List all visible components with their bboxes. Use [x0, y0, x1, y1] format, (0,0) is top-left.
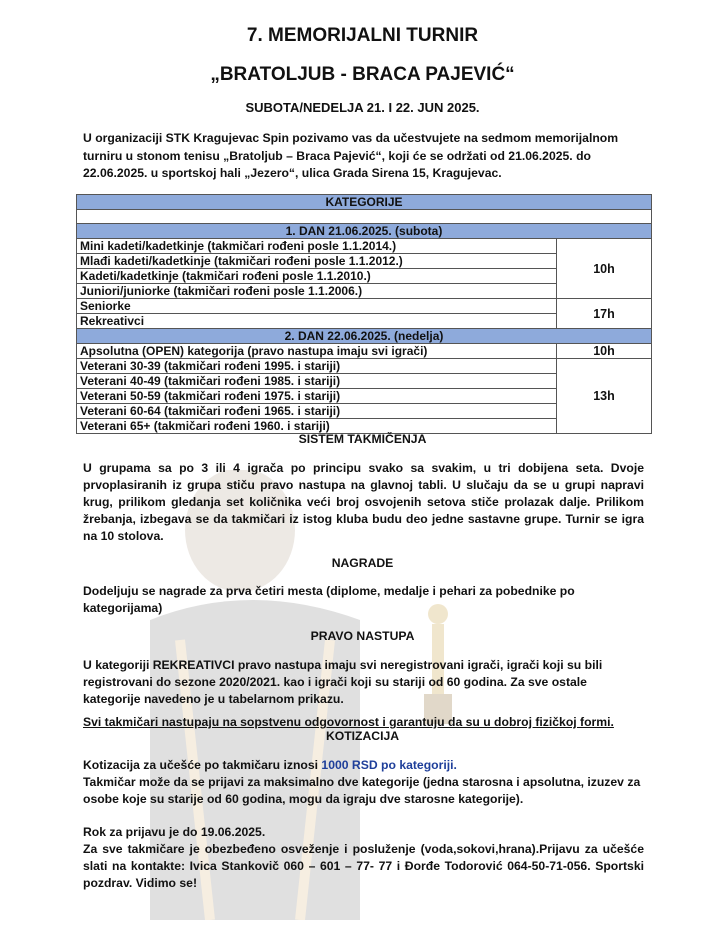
category-row: Veterani 60-64 (takmičari rođeni 1965. i stariji)	[77, 404, 557, 419]
document-title: 7. MEMORIJALNI TURNIR	[246, 25, 479, 46]
fee-header: KOTIZACIJA	[325, 729, 400, 743]
category-row: Apsolutna (OPEN) kategorija (pravo nastupa imaju svi igrači)	[77, 344, 557, 359]
category-row: Juniori/juniorke (takmičari rođeni posle 1.1.2006.)	[77, 284, 557, 299]
fee-paragraph	[83, 757, 644, 774]
system-header: SISTEM TAKMIČENJA	[298, 432, 427, 446]
day1-header: 1. DAN 21.06.2025. (subota)	[77, 224, 652, 239]
fee-categories-note: Takmičar može da se prijavi za maksimalno dve kategorije (jedna starosna i apsolutna, izuzev za osobe koje su starije od 60 godina, mogu da igraju dve starosne kategorije).	[83, 775, 641, 806]
day2-header: 2. DAN 22.06.2025. (nedelja)	[77, 329, 652, 344]
awards-paragraph: Dodeljuju se nagrade za prva četiri mesta (diplome, medalje i pehari za pobednike po kategorijama)	[83, 584, 575, 615]
day2-time-afternoon: 13h	[557, 359, 652, 434]
intro-paragraph: U organizaciji STK Kragujevac Spin pozivamo vas da učestvujete na sedmom memorijalnom turniru u stonom tenisu „Bratoljub – Braca Pajević“, koji će se održati od 21.06.2025. do 22.06.2025. u sportskoj hali „Jezero“, ulica Grada Sirena 15, Kragujevac.	[83, 131, 619, 180]
tournament-name: „BRATOLJUB - BRACA PAJEVIĆ“	[210, 64, 515, 85]
categories-header: KATEGORIJE	[77, 195, 652, 210]
system-paragraph: U grupama sa po 3 ili 4 igrača po principu svako sa svakim, u tri dobijena seta. Dvoje prvoplasiranih iz grupa stiču pravo nastupa na glavnoj tabli. U slučaju da se u grupi napravi krug, prilikom gledanja set količnika veći broj osvojenih setova stiče prolazak dalje. Prilikom žrebanja, izbegava se da takmičari iz istog kluba budu deo jedne sastavne grupe. Turnir se igra na 10 stolova.	[83, 461, 644, 543]
category-row: Veterani 30-39 (takmičari rođeni 1995. i stariji)	[77, 359, 557, 374]
day2-time-morning: 10h	[557, 344, 652, 359]
fee-amount: 1000 RSD po kategoriji.	[321, 758, 457, 772]
blank-row	[77, 210, 652, 224]
category-row: Kadeti/kadetkinje (takmičari rođeni posle 1.1.2010.)	[77, 269, 557, 284]
category-row: Mlađi kadeti/kadetkinje (takmičari rođeni posle 1.1.2012.)	[77, 254, 557, 269]
responsibility-note: Svi takmičari nastupaju na sopstvenu odgovornost i garantuju da su u dobroj fizičkoj formi.	[83, 715, 614, 729]
awards-header: NAGRADE	[331, 556, 394, 570]
category-row: Veterani 50-59 (takmičari rođeni 1975. i stariji)	[77, 389, 557, 404]
categories-table	[76, 194, 652, 434]
day1-time-morning: 10h	[557, 239, 652, 299]
eligibility-paragraph: U kategoriji REKREATIVCI pravo nastupa imaju svi neregistrovani igrači, igrači koji su bili registrovani do sezone 2020/2021. kao i igrači koji su stariji od 60 godina. Za sve ostale kategorije navedeno je u tabelarnom prikazu.	[83, 658, 603, 706]
category-row: Rekreativci	[77, 314, 557, 329]
category-row: Seniorke	[77, 299, 557, 314]
fee-text: Kotizacija za učešće po takmičaru iznosi	[83, 758, 322, 772]
category-row: Veterani 40-49 (takmičari rođeni 1985. i stariji)	[77, 374, 557, 389]
category-row: Veterani 65+ (takmičari rođeni 1960. i stariji)	[77, 419, 557, 434]
closing-paragraph: Za sve takmičare je obezbeđeno osveženje i posluženje (voda,sokovi,hrana).Prijavu za učešće slati na kontakte: Ivica Stankovič 060 – 601 – 77- 77 i Đorđe Todorović 064-50-71-056. Sportski pozdrav. Vidimo se!	[83, 842, 644, 890]
tournament-dates: SUBOTA/NEDELJA 21. I 22. JUN 2025.	[245, 100, 480, 115]
category-row: Mini kadeti/kadetkinje (takmičari rođeni posle 1.1.2014.)	[77, 239, 557, 254]
day1-time-evening: 17h	[557, 299, 652, 329]
registration-deadline: Rok za prijavu je do 19.06.2025.	[83, 825, 266, 839]
eligibility-header: PRAVO NASTUPA	[310, 629, 415, 643]
